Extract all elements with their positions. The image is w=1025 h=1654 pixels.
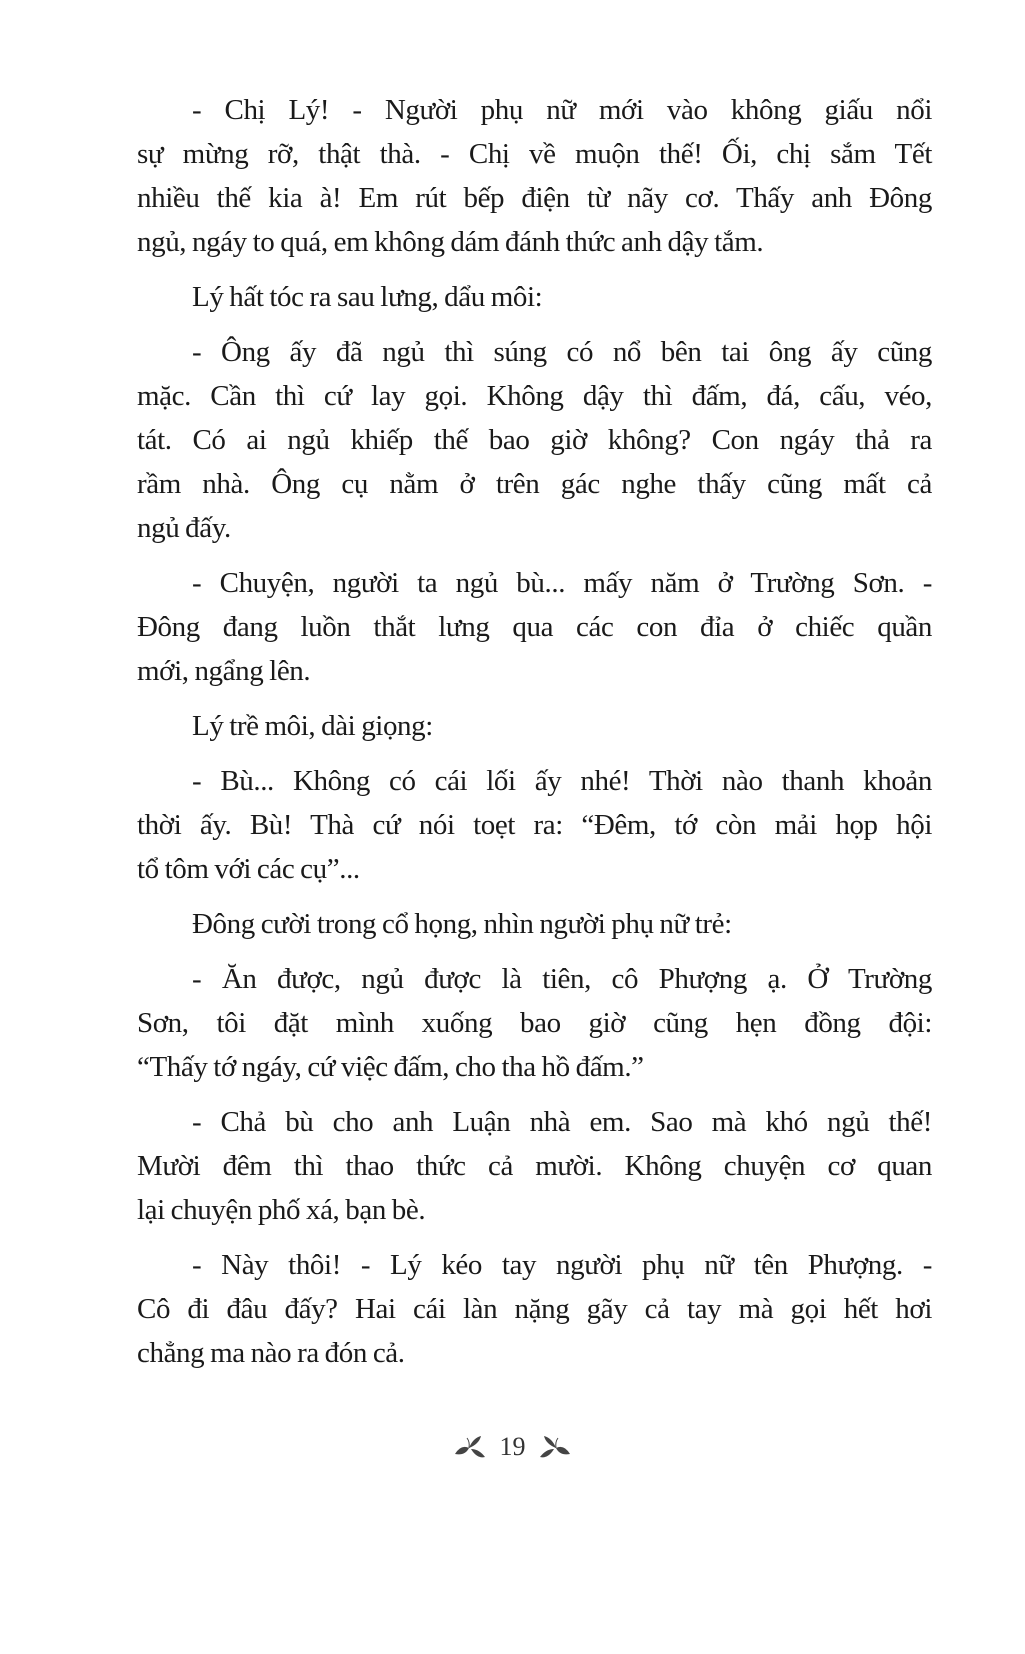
text-line: chẳng ma nào ra đón cả. [137, 1337, 405, 1369]
text-line: “Thấy tớ ngáy, cứ việc đấm, cho tha hồ đấm.” [137, 1051, 644, 1083]
body-text [137, 88, 932, 1386]
paragraph [137, 704, 932, 748]
text-line: - Chả bù cho anh Luận nhà em. Sao mà khó ngủ thế! [192, 1106, 932, 1138]
paragraph [137, 759, 932, 891]
text-line: nhiều thế kia à! Em rút bếp điện từ nãy cơ. Thấy anh Đông [137, 182, 932, 214]
text-line: - Này thôi! - Lý kéo tay người phụ nữ tên Phượng. - [192, 1249, 932, 1281]
text-line: mặc. Cần thì cứ lay gọi. Không dậy thì đấm, đá, cấu, véo, [137, 380, 932, 412]
text-line: Sơn, tôi đặt mình xuống bao giờ cũng hẹn đồng đội: [137, 1007, 932, 1039]
text-line: ngủ đấy. [137, 512, 231, 544]
paragraph [137, 957, 932, 1089]
text-line: Lý hất tóc ra sau lưng, dẩu môi: [192, 281, 543, 313]
text-line: tổ tôm với các cụ”... [137, 853, 360, 885]
text-line: Đông đang luồn thắt lưng qua các con đỉa ở chiếc quần [137, 611, 932, 643]
paragraph [137, 561, 932, 693]
text-line: sự mừng rỡ, thật thà. - Chị về muộn thế! Ối, chị sắm Tết [137, 138, 932, 170]
text-line: - Bù... Không có cái lối ấy nhé! Thời nào thanh khoản [192, 765, 932, 797]
text-line: tát. Có ai ngủ khiếp thế bao giờ không? Con ngáy thả ra [137, 424, 932, 456]
text-line: - Chuyện, người ta ngủ bù... mấy năm ở Trường Sơn. - [192, 567, 932, 599]
text-line: thời ấy. Bù! Thà cứ nói toẹt ra: “Đêm, tớ còn mải họp hội [137, 809, 932, 841]
floral-ornament-icon-right [538, 1434, 572, 1460]
text-line: Mười đêm thì thao thức cả mười. Không chuyện cơ quan [137, 1150, 932, 1182]
text-line: - Chị Lý! - Người phụ nữ mới vào không giấu nổi [192, 94, 932, 126]
text-line: ngủ, ngáy to quá, em không dám đánh thức anh dậy tắm. [137, 226, 764, 258]
text-line: lại chuyện phố xá, bạn bè. [137, 1194, 426, 1226]
page-footer [0, 1430, 1025, 1462]
floral-ornament-icon-left [453, 1434, 487, 1460]
paragraph [137, 1100, 932, 1232]
text-line: rầm nhà. Ông cụ nằm ở trên gác nghe thấy cũng mất cả [137, 468, 932, 500]
text-line: Cô đi đâu đấy? Hai cái làn nặng gãy cả tay mà gọi hết hơi [137, 1293, 932, 1325]
paragraph [137, 902, 932, 946]
text-line: - Ông ấy đã ngủ thì súng có nổ bên tai ông ấy cũng [192, 336, 932, 368]
text-line: Đông cười trong cổ họng, nhìn người phụ nữ trẻ: [192, 908, 732, 940]
paragraph [137, 1243, 932, 1375]
paragraph [137, 275, 932, 319]
paragraph [137, 330, 932, 550]
text-line: Lý trề môi, dài giọng: [192, 710, 433, 742]
text-line: mới, ngẩng lên. [137, 655, 311, 687]
paragraph [137, 88, 932, 264]
page-number: 19 [499, 1432, 526, 1462]
text-line: - Ăn được, ngủ được là tiên, cô Phượng ạ. Ở Trường [192, 963, 932, 995]
